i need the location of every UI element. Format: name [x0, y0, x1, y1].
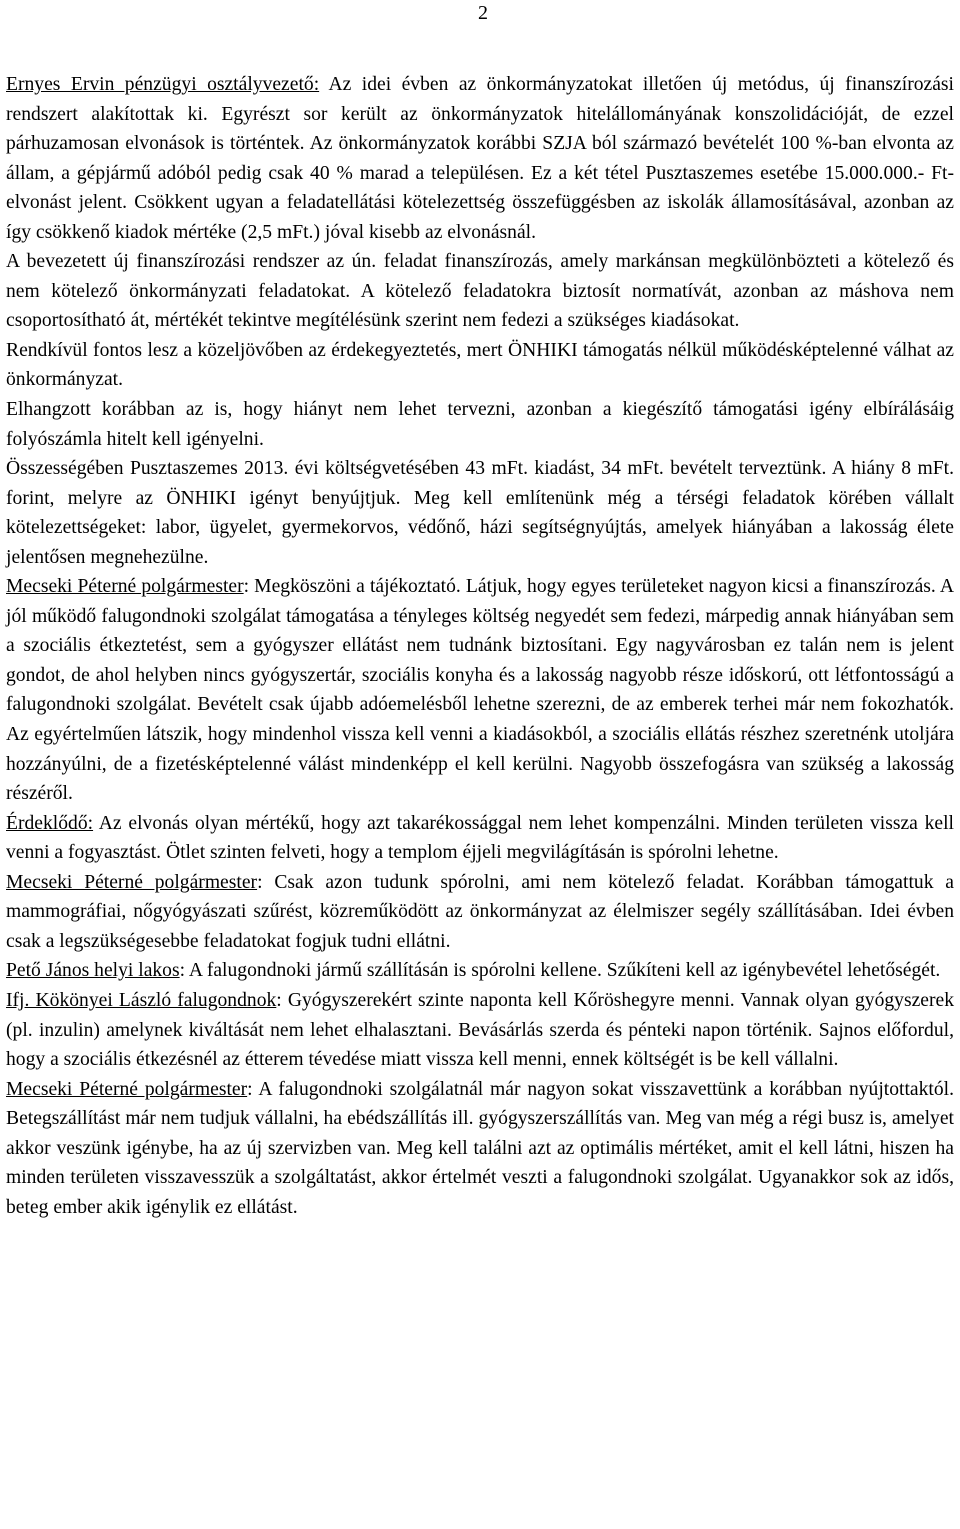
- paragraph-mayor-2: [6, 868, 954, 957]
- speaker-label: Mecseki Péterné polgármester: [6, 871, 258, 893]
- speaker-label: Ernyes Ervin pénzügyi osztályvezető:: [6, 74, 320, 95]
- paragraph-text: Az idei évben az önkormányzatokat illetően új metódus, új finanszírozási rendszert alakítottak ki. Egyrészt sor került az önkormányzatok hitelállományának konszolidációját, de ezzel párhuzamosan elvonások is történtek. Az önkormányzatok korábbi SZJA ból származó bevételét 100 %-ban elvonta az állam, a gépjármű adóból pedig csak 40 % marad a településen. Ez a két tétel Pusztaszemes esetébe 15.000.000.- Ft- elvonást jelent. Csökkent ugyan a feladatellátási kötelezettség összefüggésben az iskolák államosításával, azonban az így csökkenő kiadok mértéke (2,5 mFt.) jóval kisebb az elvonásnál.: [6, 74, 954, 243]
- paragraph-peto: [6, 956, 954, 986]
- paragraph-credit: [6, 395, 954, 454]
- paragraph-text: : A falugondnoki jármű szállításán is spórolni kellene. Szűkíteni kell az igénybevétel lehetőségét.: [179, 960, 941, 982]
- page-number: 2: [478, 2, 488, 24]
- paragraph-financing-system: [6, 247, 954, 336]
- paragraph-mayor-3: [6, 1075, 954, 1223]
- paragraph-kokonyei: [6, 986, 954, 1075]
- speaker-label: Ifj. Kökönyei László falugondnok: [6, 989, 277, 1011]
- paragraph-text: Az elvonás olyan mértékű, hogy azt takarékossággal nem lehet kompenzálni. Minden területen vissza kell venni a fogyasztást. Ötlet szinten felveti, hogy a templom éjjeli megvilágításán is spórolni lehetne.: [6, 812, 954, 864]
- paragraph-text: Rendkívül fontos lesz a közeljövőben az érdekegyeztetés, mert ÖNHIKI támogatás nélkül működésképtelenné válhat az önkormányzat.: [6, 339, 954, 391]
- speaker-label: Mecseki Péterné polgármester: [6, 1078, 248, 1100]
- paragraph-text: A bevezetett új finanszírozási rendszer az ún. feladat finanszírozás, amely markánsan megkülönbözteti a kötelező és nem kötelező önkormányzati feladatokat. A kötelező feladatokra biztosít normatívát, azonban az máshova nem csoportosítható át, mértékét tekintve megítélésünk szerint nem fedezi a szükséges kiadásokat.: [6, 251, 954, 332]
- paragraph-mayor-1: [6, 572, 954, 808]
- speaker-label: Érdeklődő:: [6, 812, 94, 834]
- paragraph-inquirer: [6, 809, 954, 868]
- paragraph-text: : Megköszöni a tájékoztató. Látjuk, hogy egyes területeket nagyon kicsi a finanszírozás. A jól működő falugondnoki szolgálat támogatása a tényleges költség negyedét sem fedezi, márpedig annak hiányában sem a szociális étkeztetést, sem a gyógyszer ellátást nem tudnánk biztosítani. Egy nagyvárosban ez talán nem is jelent gondot, de ahol helyben nincs gyógyszertár, szociális konyha és a lakosság nagyobb része időskorú, ott létfontosságú a falugondnoki szolgálat. Bevételt csak újabb adóemelésből lehetne szerezni, de az emberek terhei már nem fokozhatók. Az egyértelműen látszik, hogy mindenhol vissza kell venni a kiadásokból, a szociális ellátás részhez szeretnénk utoljára hozzányúlni, de a fizetésképtelenné válást mindenképp el kell kerülni. Nagyobb összefogásra van szükség a lakosság részéről.: [6, 576, 954, 805]
- paragraph-text: : Gyógyszerekért szinte naponta kell Kőröshegyre menni. Vannak olyan gyógyszerek (pl. inzulin) amelynek kiváltását nem lehet elhalasztani. Bevásárlás szerda és pénteki napon történik. Sajnos előfordul, hogy a szociális étkezésnél az étterem tévedése miatt vissza kell menni, ennek költségét is be kell vállalni.: [6, 989, 954, 1071]
- paragraph-onhiki: [6, 336, 954, 395]
- paragraph-ernyes: [6, 70, 954, 247]
- paragraph-budget-summary: [6, 454, 954, 572]
- speaker-label: Mecseki Péterné polgármester: [6, 576, 244, 598]
- speaker-label: Pető János helyi lakos: [6, 960, 180, 982]
- paragraph-text: : Csak azon tudunk spórolni, ami nem kötelező feladat. Korábban támogattuk a mammográfiai, nőgyógyászati szűrést, közreműködött az önkormányzat az élelmiszer segély szállításában. Idei évben csak a legszükségesebbe feladatokat fogjuk tudni ellátni.: [6, 871, 955, 952]
- paragraph-text: Összességében Pusztaszemes 2013. évi költségvetésében 43 mFt. kiadást, 34 mFt. bevételt terveztünk. A hiány 8 mFt. forint, melyre az ÖNHIKI igényt benyújtjuk. Meg kell említenünk még a térségi feladatok körében vállalt kötelezettségeket: labor, ügyelet, gyermekorvos, védőnő, házi segítségnyújtás, amelyek hiányában a lakosság élete jelentősen megnehezülne.: [6, 458, 954, 568]
- paragraph-text: : A falugondnoki szolgálatnál már nagyon sokat visszavettünk a korábban nyújtottaktól. Betegszállítást már nem tudjuk vállalni, ha ebédszállítás ill. gyógyszerszállítás van. Meg van még a régi busz is, amelyet akkor veszünk igénybe, ha az új szervizben van. Meg kell találni azt az optimális mértéket, amit el kell látni, hiszen ha minden területen visszavesszük a szolgáltatást, akkor értelmét veszti a falugondnoki szolgálat. Ugyanakkor sok az idős, beteg ember akik igénylik ez ellátást.: [6, 1078, 954, 1218]
- paragraph-text: Elhangzott korábban az is, hogy hiányt nem lehet tervezni, azonban a kiegészítő támogatási igény elbírálásáig folyószámla hitelt kell igényelni.: [6, 399, 954, 450]
- minutes-body: [6, 70, 954, 1222]
